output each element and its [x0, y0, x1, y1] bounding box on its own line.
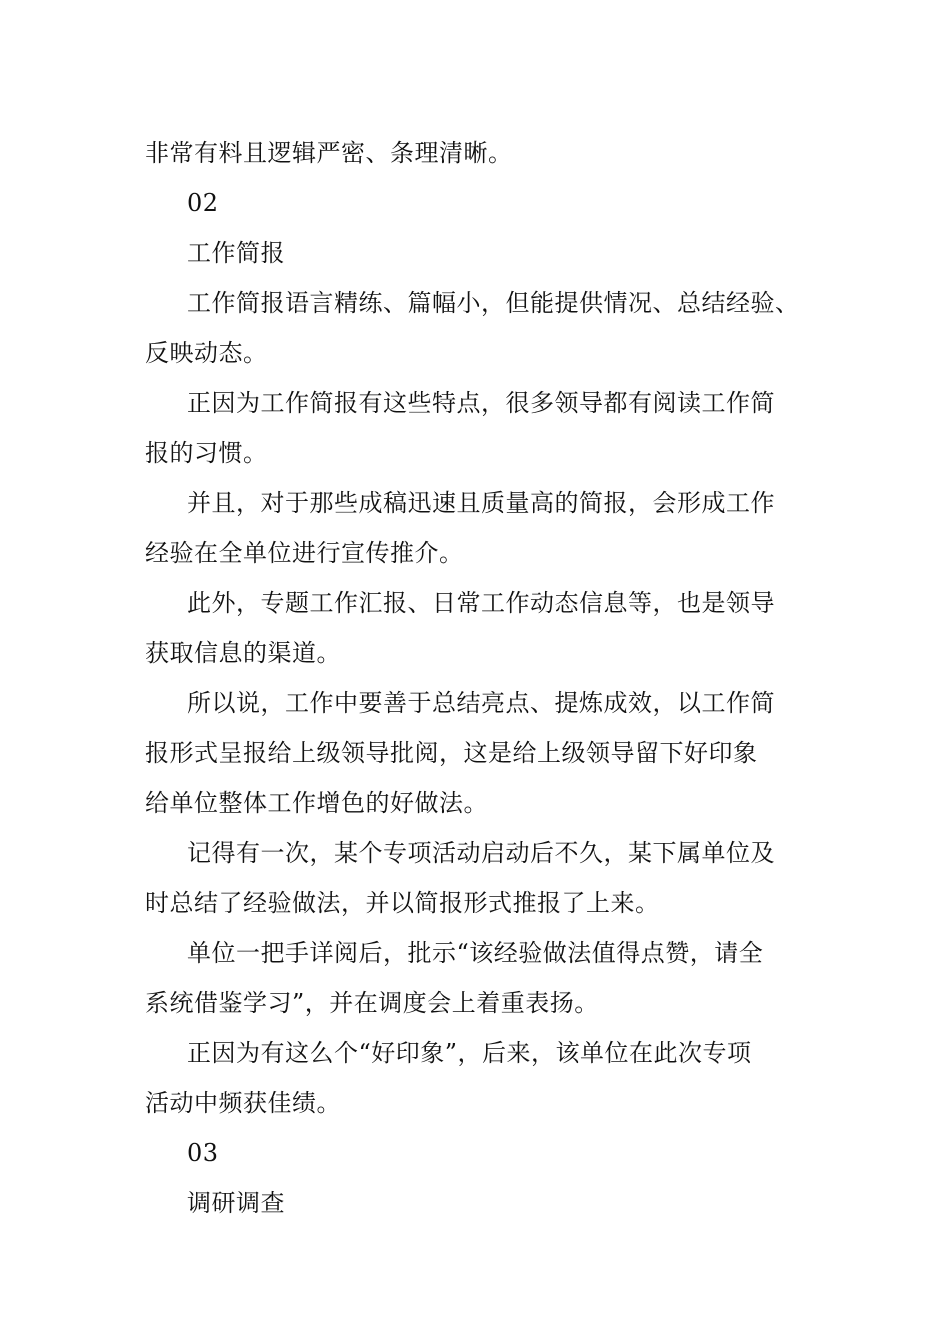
- text-line: 活动中频获佳绩。: [145, 1089, 341, 1117]
- text-line: 记得有一次，某个专项活动启动后不久，某下属单位及: [187, 839, 775, 867]
- section-heading: 调研调查: [187, 1189, 285, 1217]
- text-line: 单位一把手详阅后，批示“该经验做法值得点赞，请全: [187, 939, 764, 967]
- text-line: 工作简报语言精练、篇幅小，但能提供情况、总结经验、: [187, 289, 800, 317]
- section-number: 02: [187, 189, 219, 217]
- text-line: 非常有料且逻辑严密、条理清晰。: [145, 139, 513, 167]
- text-line: 报形式呈报给上级领导批阅，这是给上级领导留下好印象: [145, 739, 758, 767]
- text-line: 反映动态。: [145, 339, 268, 367]
- text-line: 此外，专题工作汇报、日常工作动态信息等，也是领导: [187, 589, 775, 617]
- text-line: 获取信息的渠道。: [145, 639, 341, 667]
- text-line: 正因为工作简报有这些特点，很多领导都有阅读工作简: [187, 389, 775, 417]
- text-line: 给单位整体工作增色的好做法。: [145, 789, 488, 817]
- text-line: 系统借鉴学习”，并在调度会上着重表扬。: [145, 989, 599, 1017]
- section-heading: 工作简报: [187, 239, 285, 267]
- text-line: 时总结了经验做法，并以简报形式推报了上来。: [145, 889, 660, 917]
- text-line: 报的习惯。: [145, 439, 268, 467]
- text-line: 所以说，工作中要善于总结亮点、提炼成效，以工作简: [187, 689, 775, 717]
- section-number: 03: [187, 1139, 219, 1167]
- text-line: 正因为有这么个“好印象”，后来，该单位在此次专项: [187, 1039, 752, 1067]
- text-line: 经验在全单位进行宣传推介。: [145, 539, 464, 567]
- text-line: 并且，对于那些成稿迅速且质量高的简报，会形成工作: [187, 489, 775, 517]
- document-body: [145, 128, 825, 1228]
